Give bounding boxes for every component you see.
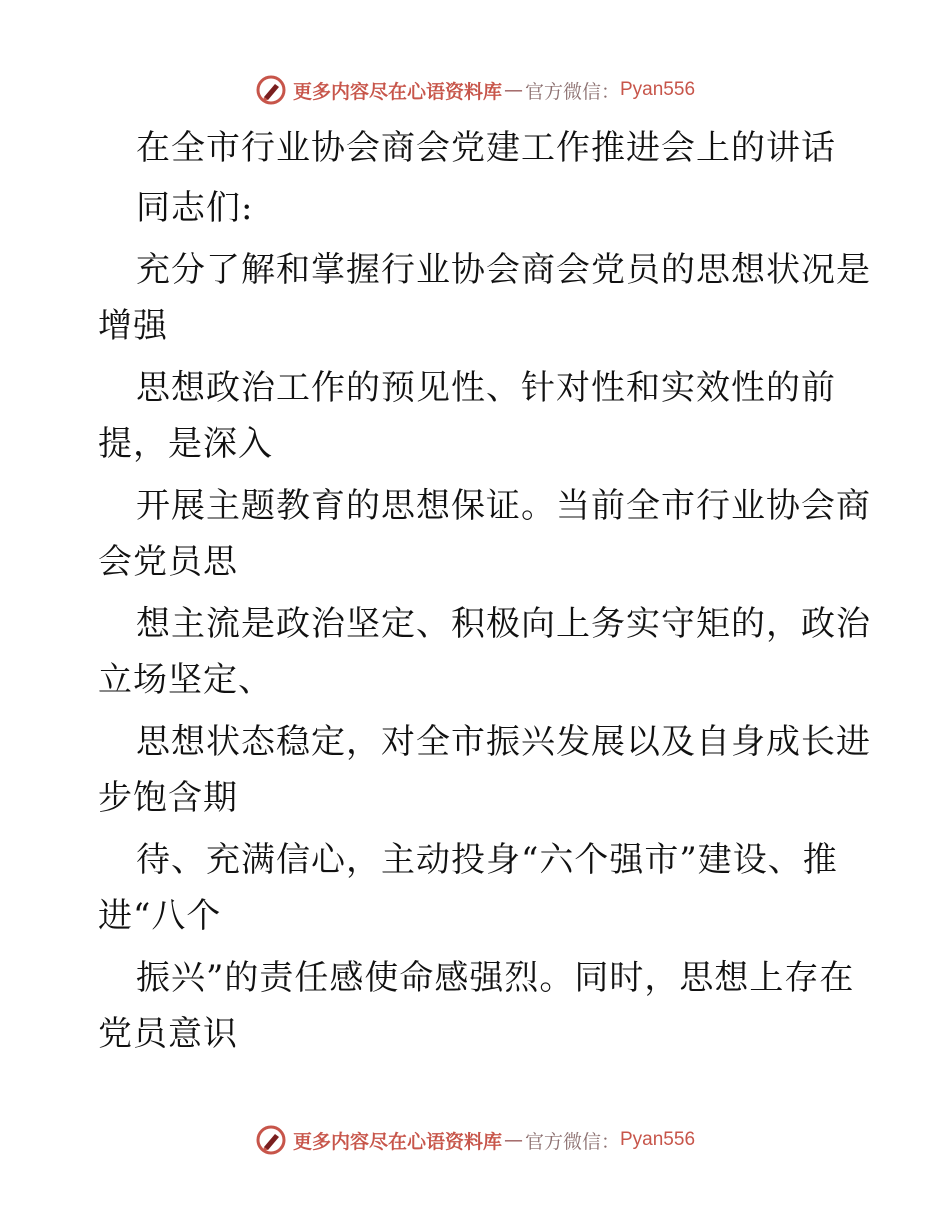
paragraph-line-pair — [98, 360, 858, 472]
paragraph-line-pair — [98, 950, 858, 1062]
body-line: 进“八个 — [98, 896, 222, 936]
body-line: 提，是深入 — [98, 424, 273, 464]
salutation: 同志们: — [136, 188, 254, 228]
body-line: 待、充满信心，主动投身“六个强市”建设、推 — [136, 840, 838, 880]
header-banner — [0, 70, 950, 110]
body-line: 步饱含期 — [98, 778, 238, 818]
document-title: 在全市行业协会商会党建工作推进会上的讲话 — [136, 128, 836, 168]
banner-dash: — — [503, 79, 523, 101]
paragraph-line-pair — [98, 596, 871, 708]
pen-in-circle-icon — [255, 1124, 287, 1156]
document-body — [98, 120, 871, 1062]
footer-site-text: 更多内容尽在心语资料库 — [292, 1130, 502, 1153]
body-line: 充分了解和掌握行业协会商会党员的思想状况是 — [136, 250, 871, 290]
body-line: 会党员思 — [98, 542, 238, 582]
body-line: 思想政治工作的预见性、针对性和实效性的前 — [136, 368, 836, 408]
banner-wechat-label: 官方微信： — [524, 80, 620, 103]
footer-dash: — — [503, 1129, 523, 1151]
banner-account: Pyan556 — [620, 79, 696, 100]
paragraph-line-pair — [98, 714, 871, 826]
body-line: 增强 — [98, 306, 168, 346]
banner-site-text: 更多内容尽在心语资料库 — [292, 80, 502, 103]
body-line: 想主流是政治坚定、积极向上务实守矩的，政治 — [136, 604, 871, 644]
body-line: 党员意识 — [98, 1014, 238, 1054]
body-line: 思想状态稳定，对全市振兴发展以及自身成长进 — [136, 722, 871, 762]
paragraph-line-pair — [98, 478, 871, 590]
footer-wechat-label: 官方微信： — [524, 1130, 620, 1153]
footer-banner — [0, 1120, 950, 1160]
body-line: 开展主题教育的思想保证。当前全市行业协会商 — [136, 486, 871, 526]
body-line: 振兴”的责任感使命感强烈。同时，思想上存在 — [136, 958, 855, 998]
paragraph-line-pair — [98, 242, 871, 354]
footer-account: Pyan556 — [620, 1129, 696, 1150]
body-line: 立场坚定、 — [98, 660, 273, 700]
paragraph-line-pair — [98, 832, 858, 944]
pen-in-circle-icon — [255, 74, 287, 106]
